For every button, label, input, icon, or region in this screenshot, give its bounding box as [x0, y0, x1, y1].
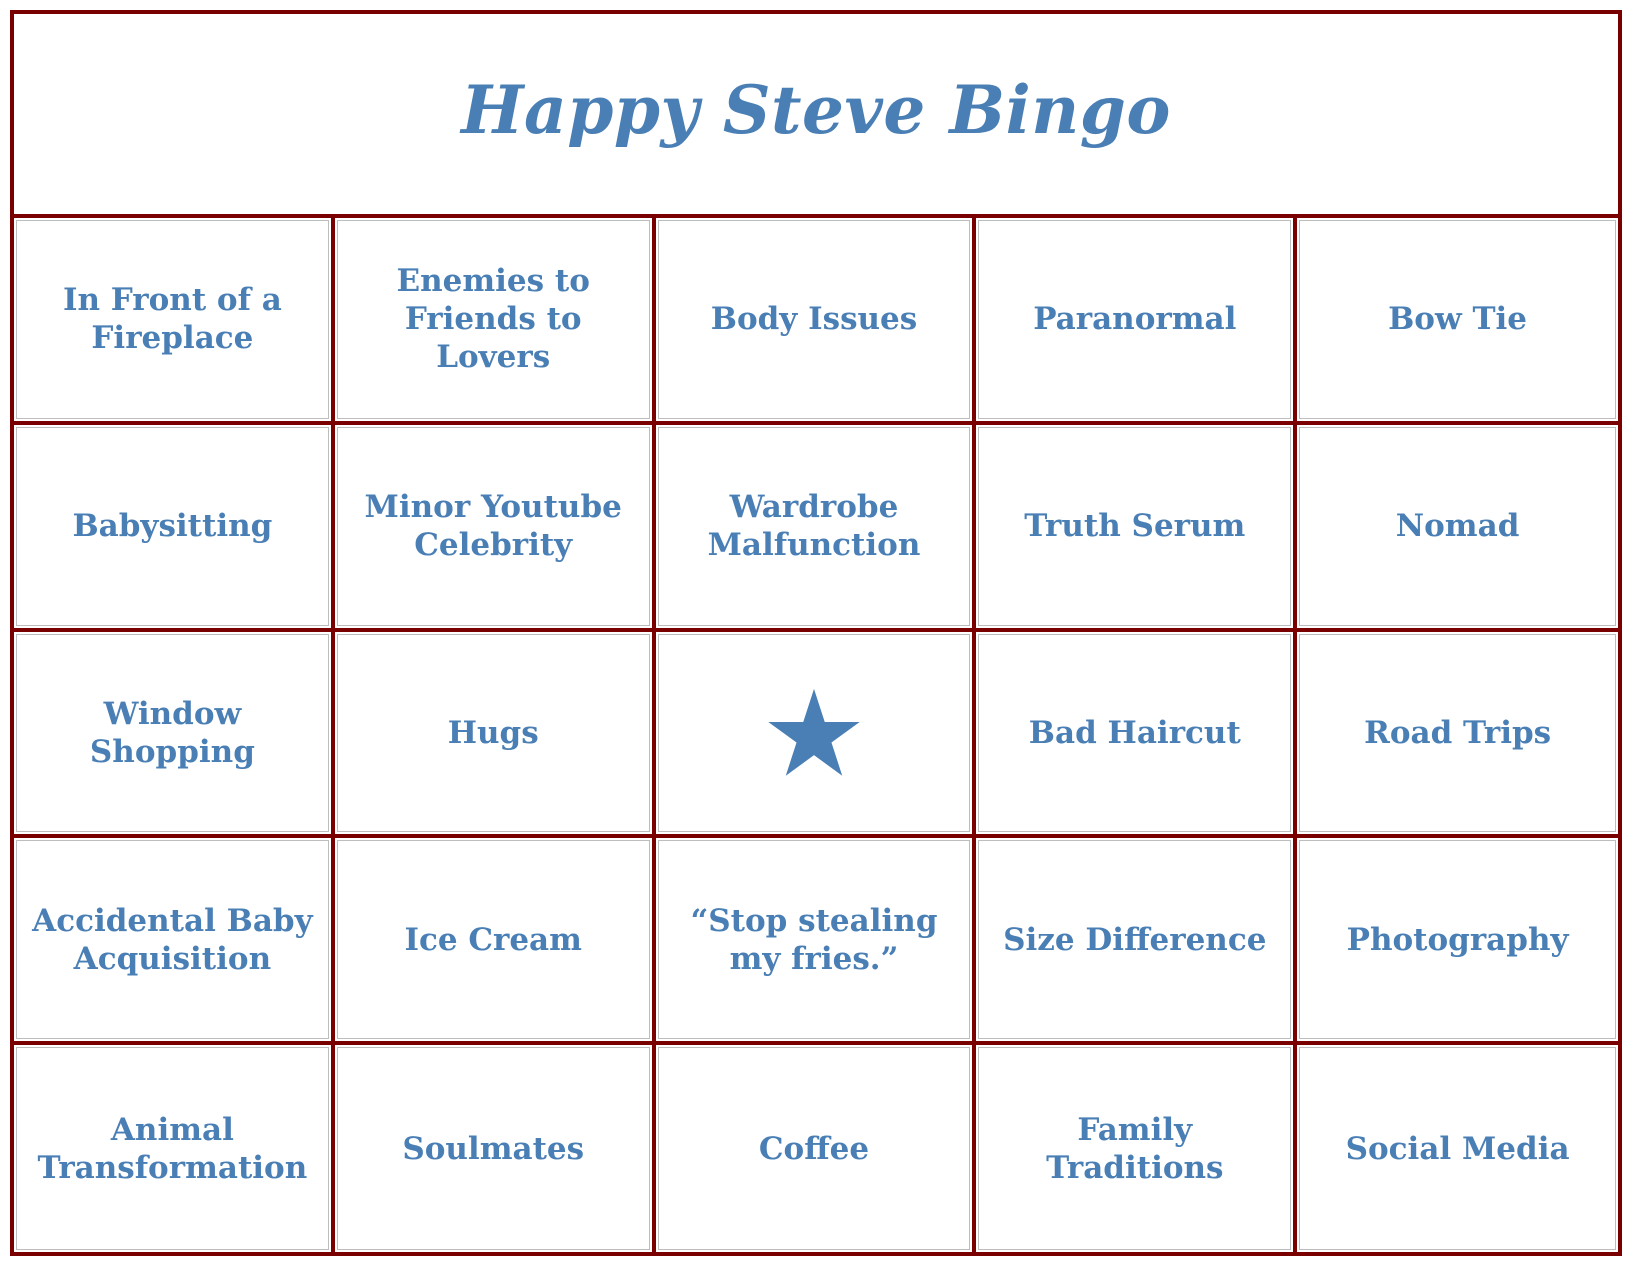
- cell-label: Animal Transformation: [37, 1111, 308, 1186]
- title-cell: [14, 14, 1618, 218]
- cell-label: Photography: [1346, 921, 1569, 958]
- cell-label: Accidental Baby Acquisition: [32, 902, 313, 977]
- cell-label: Body Issues: [710, 301, 918, 338]
- cell-label: Paranormal: [1033, 301, 1237, 338]
- bingo-cell[interactable]: [14, 218, 335, 425]
- bingo-cell[interactable]: [335, 632, 656, 839]
- bingo-cell[interactable]: [335, 218, 656, 425]
- cell-label: Enemies to Friends to Lovers: [396, 263, 590, 376]
- cell-label: Babysitting: [72, 508, 273, 545]
- cell-label: Minor Youtube Celebrity: [364, 489, 622, 564]
- bingo-cell[interactable]: [335, 838, 656, 1045]
- cell-label: Soulmates: [402, 1130, 585, 1167]
- cell-label: Family Traditions: [1046, 1111, 1224, 1186]
- cell-label: Bow Tie: [1388, 301, 1528, 338]
- cell-label: Road Trips: [1364, 714, 1552, 751]
- cell-label: Social Media: [1345, 1130, 1570, 1167]
- bingo-cell[interactable]: [976, 838, 1297, 1045]
- bingo-cell[interactable]: [14, 425, 335, 632]
- bingo-cell[interactable]: [1297, 1045, 1618, 1252]
- cell-label: “Stop stealing my fries.”: [690, 902, 938, 977]
- bingo-cell[interactable]: [335, 1045, 656, 1252]
- cell-label: In Front of a Fireplace: [62, 282, 282, 357]
- cell-label: Wardrobe Malfunction: [707, 489, 921, 564]
- board-title: Happy Steve Bingo: [461, 71, 1171, 149]
- bingo-cell[interactable]: [976, 1045, 1297, 1252]
- cell-label: Window Shopping: [89, 695, 255, 770]
- bingo-cell[interactable]: [1297, 838, 1618, 1045]
- star-icon: [766, 685, 862, 781]
- bingo-cell[interactable]: [976, 632, 1297, 839]
- cell-label: Size Difference: [1003, 921, 1267, 958]
- cell-label: Hugs: [447, 714, 539, 751]
- cell-label: Coffee: [758, 1130, 870, 1167]
- cell-label: Ice Cream: [404, 921, 582, 958]
- bingo-cell[interactable]: [976, 218, 1297, 425]
- free-space-cell[interactable]: [656, 632, 977, 839]
- bingo-cell[interactable]: [656, 838, 977, 1045]
- bingo-cell[interactable]: [656, 1045, 977, 1252]
- bingo-cell[interactable]: [14, 632, 335, 839]
- bingo-cell[interactable]: [335, 425, 656, 632]
- bingo-grid: [14, 218, 1618, 1252]
- bingo-cell[interactable]: [976, 425, 1297, 632]
- bingo-board: [10, 10, 1622, 1256]
- bingo-cell[interactable]: [14, 838, 335, 1045]
- bingo-cell[interactable]: [1297, 218, 1618, 425]
- cell-label: Nomad: [1395, 508, 1520, 545]
- cell-label: Truth Serum: [1024, 508, 1246, 545]
- bingo-cell[interactable]: [1297, 632, 1618, 839]
- bingo-cell[interactable]: [656, 425, 977, 632]
- bingo-cell[interactable]: [656, 218, 977, 425]
- cell-label: Bad Haircut: [1028, 714, 1241, 751]
- bingo-cell[interactable]: [14, 1045, 335, 1252]
- bingo-cell[interactable]: [1297, 425, 1618, 632]
